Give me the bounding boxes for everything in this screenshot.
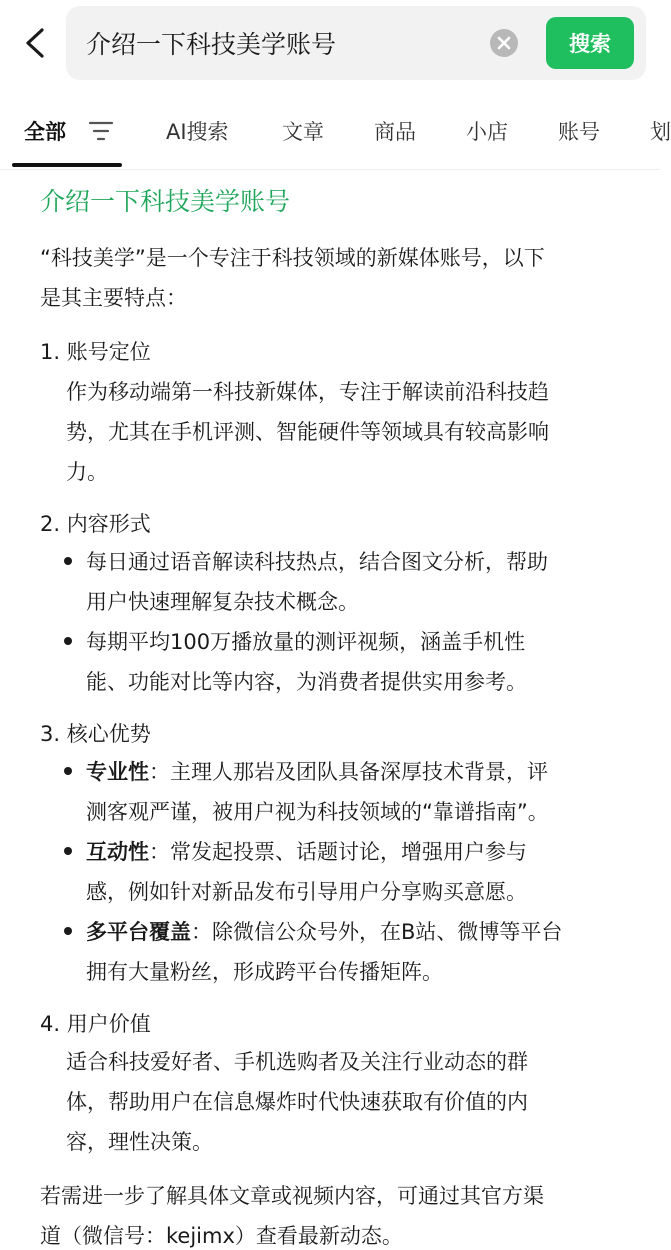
search-box [66,6,646,80]
search-input[interactable] [86,6,486,80]
section-heading: 2. 内容形式 [40,512,151,536]
clear-circle-icon [497,36,511,50]
bullet-bold-term: 互动性 [86,840,149,864]
section-heading: 4. 用户价值 [40,1012,151,1036]
intro-line: 是其主要特点： [40,286,187,310]
bullet-text-line: 拥有大量粉丝，形成跨平台传播矩阵。 [86,960,443,984]
bullet-text: ：除微信公众号外，在B站、微博等平台 [191,920,563,944]
active-tab-indicator [12,163,122,167]
bullet-dot [64,557,72,565]
section-text-line: 适合科技爱好者、手机选购者及关注行业动态的群 [66,1050,528,1074]
tab-shops[interactable]: 小店 [466,120,508,144]
bullet-text: ：主理人那岩及团队具备深厚技术背景，评 [149,760,548,784]
bullet-text-line: 用户快速理解复杂技术概念。 [86,590,359,614]
bullet-dot [64,847,72,855]
tab-products[interactable]: 商品 [374,120,416,144]
bullet-text-line: 每期平均100万播放量的测评视频，涵盖手机性 [86,630,526,654]
top-search-bar [0,0,660,88]
tab-ai-search[interactable]: AI搜索 [166,120,229,144]
bullet-text-line [86,916,562,946]
bullet-text-line [86,756,548,786]
tab-more-cut[interactable]: 划 [650,120,671,144]
outro-line: 若需进一步了解具体文章或视频内容，可通过其官方渠 [40,1184,544,1208]
intro-line: “科技美学”是一个专注于科技领域的新媒体账号，以下 [40,246,545,270]
bullet-text-line [86,836,527,866]
bullet-text-line: 能、功能对比等内容，为消费者提供实用参考。 [86,670,527,694]
bullet-text-line: 测客观严谨，被用户视为科技领域的“靠谱指南”。 [86,800,549,824]
bullet-text-line: 每日通过语音解读科技热点，结合图文分析，帮助 [86,550,548,574]
bullet-bold-term: 专业性 [86,760,149,784]
ai-answer-content [0,170,660,1250]
bullet-bold-term: 多平台覆盖 [86,920,191,944]
result-tabs [0,96,671,170]
section-heading: 1. 账号定位 [40,340,151,364]
back-button[interactable] [20,26,50,60]
bullet-dot [64,767,72,775]
bullet-text: ：常发起投票、话题讨论，增强用户参与 [149,840,527,864]
section-heading: 3. 核心优势 [40,722,151,746]
tab-all[interactable]: 全部 [24,120,66,144]
section-text-line: 作为移动端第一科技新媒体，专注于解读前沿科技趋 [66,380,549,404]
section-text-line: 体，帮助用户在信息爆炸时代快速获取有价值的内 [66,1090,528,1114]
answer-title: 介绍一下科技美学账号 [40,187,291,216]
section-text-line: 势，尤其在手机评测、智能硬件等领域具有较高影响 [66,420,549,444]
outro-line: 道（微信号：kejimx）查看最新动态。 [40,1224,403,1248]
tab-accounts[interactable]: 账号 [558,120,600,144]
clear-search-button[interactable] [490,29,518,57]
bullet-dot [64,927,72,935]
chevron-left-icon [24,27,46,59]
filter-lines-icon[interactable] [88,120,116,142]
bullet-text-line: 感，例如针对新品发布引导用户分享购买意愿。 [86,880,527,904]
section-text-line: 容，理性决策。 [66,1130,213,1154]
search-button[interactable]: 搜索 [546,17,634,69]
section-text-line: 力。 [66,460,108,484]
tab-articles[interactable]: 文章 [282,120,324,144]
bullet-dot [64,637,72,645]
